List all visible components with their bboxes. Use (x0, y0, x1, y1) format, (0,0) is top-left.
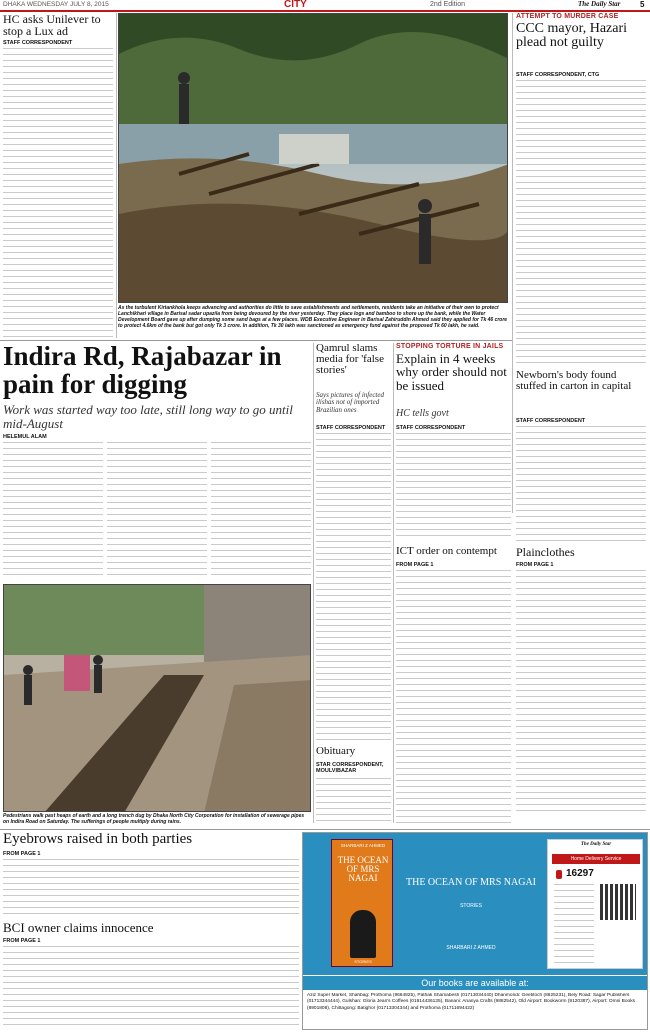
bci-body (3, 946, 299, 1030)
newborn-body (516, 426, 646, 541)
indira-deck: Work was started way too late, still long way to go until mid-August (3, 402, 293, 431)
ad-shops: Aziz Super Market, Shahbag: Prothoma (9664825), Pathak Shamabesh (01713034440) Dhanmondi: Geetitoch (8625231), Bely Road: Sagar Publishers (01713344444), Gulshan: Gloria Jean's Coffees (01914436135), Banani: Ananya Crafts (9882542), Old Airport: Bookworm (9120387), Airport: Omni Books (8901808), Chittagong: Batighor (01713304344) and Prothoma (01711694422) (307, 993, 636, 1011)
bci-byline: FROM PAGE 1 (3, 938, 41, 944)
ad-service-label: Home Delivery Service (570, 856, 622, 862)
plainclothes-headline: Plainclothes (516, 545, 575, 559)
indira-byline: HELEMUL ALAM (3, 434, 47, 440)
unilever-byline: STAFF CORRESPONDENT (3, 40, 73, 46)
ad-title: THE OCEAN OF MRS NAGAI (405, 877, 536, 888)
qamrul-headline: Qamrul slams media for 'false stories' (316, 342, 384, 377)
plainclothes-byline: FROM PAGE 1 (516, 562, 554, 568)
indira-body-col1 (3, 442, 103, 580)
page-number: 5 (640, 0, 645, 9)
ad-author: SHARBARI Z AHMED (446, 945, 496, 951)
obituary-body (316, 778, 391, 826)
newborn-headline: Newborn's body found stuffed in carton in capital (516, 369, 632, 393)
qr-code-icon (600, 884, 636, 920)
bci-headline: BCI owner claims innocence (3, 920, 154, 935)
ccc-kicker: ATTEMPT TO MURDER CASE (516, 13, 619, 20)
indira-body-col3 (211, 442, 311, 580)
indira-body-col2 (107, 442, 207, 580)
jails-byline: STAFF CORRESPONDENT (396, 425, 466, 431)
paper-logo: The Daily Star (578, 0, 621, 8)
column-rule (313, 343, 314, 823)
ccc-body (516, 80, 646, 365)
eyebrows-body (3, 859, 299, 917)
flood-photo (118, 13, 508, 303)
cover-title: THE OCEAN OF MRS NAGAI (337, 855, 389, 883)
column-rule (512, 13, 513, 513)
ad-delivery-box (547, 839, 643, 969)
cover-figure (350, 910, 376, 958)
cover-subtitle: STORIES (354, 959, 372, 964)
ccc-byline: STAFF CORRESPONDENT, CTG (516, 72, 600, 78)
newborn-byline: STAFF CORRESPONDENT (516, 418, 586, 424)
qamrul-body (316, 433, 391, 741)
ict-byline: FROM PAGE 1 (396, 562, 434, 568)
flood-caption: As the turbulent Kirtankhola keeps advancing and authorities do little to save establishments and settlements, residents take an initiative of their own to protect Lanchikhari village in Barisal sadar upazila from being devoured by the river yesterday. They place logs and bamboo to shore up the bank, while the Water Development Board gave up after dumping some sand bags at a few places. WDB Executive Engineer in Barisal Zahiruddin Ahmed said they applied for Tk 46 crore to protect 4.6km of the bank but got only Tk 3 crore. In addition, Tk 30 lakh was sanctioned as emergency fund against the proposed Tk 60 lakh, he said. (118, 305, 508, 329)
unilever-body (3, 48, 113, 340)
ict-body (396, 570, 511, 825)
ad-steps (554, 884, 594, 964)
phone-icon (556, 870, 562, 879)
obituary-byline: STAR CORRESPONDENT, MOULVIBAZAR (316, 762, 384, 774)
ad-available: Our books are available at: (303, 976, 647, 990)
jails-deck: HC tells govt (396, 408, 449, 419)
obituary-headline: Obituary (316, 745, 356, 757)
section-label: CITY (284, 0, 307, 10)
jails-body (396, 433, 511, 541)
ict-headline: ICT order on contempt (396, 545, 497, 557)
dateline: DHAKA WEDNESDAY JULY 8, 2015 (3, 1, 109, 8)
jails-headline: Explain in 4 weeks why order should not be issued (396, 351, 507, 393)
trench-caption: Pedestrians walk past heaps of earth and a long trench dug by Dhaka North City Corporation for installation of sewerage pipes on Indira Road on Saturday. The sufferings of people multiply during rains. (3, 813, 305, 825)
column-rule (393, 343, 394, 823)
qamrul-byline: STAFF CORRESPONDENT (316, 425, 386, 431)
edition-label: 2nd Edition (430, 1, 466, 8)
eyebrows-byline: FROM PAGE 1 (3, 851, 41, 857)
eyebrows-headline: Eyebrows raised in both parties (3, 831, 193, 847)
ad-brand: The Daily Star (580, 842, 612, 847)
indira-headline: Indira Rd, Rajabazar in pain for digging (3, 341, 282, 399)
trench-photo (3, 584, 311, 812)
cover-author: SHARBARI Z AHMED (340, 843, 386, 848)
column-rule (116, 13, 117, 338)
section-rule (0, 829, 650, 830)
book-ad (302, 832, 648, 1030)
qamrul-deck: Says pictures of infected ilishas not of imported Brazilian ones (316, 391, 384, 414)
ad-phone: 16297 (566, 868, 594, 879)
ccc-headline: CCC mayor, Hazari plead not guilty (516, 21, 628, 51)
plainclothes-body (516, 570, 646, 815)
ad-subtitle: STORIES (460, 903, 482, 909)
ad-book-cover (331, 839, 393, 967)
unilever-headline: HC asks Unilever to stop a Lux ad (3, 12, 101, 39)
jails-kicker: STOPPING TORTURE IN JAILS (396, 343, 504, 350)
